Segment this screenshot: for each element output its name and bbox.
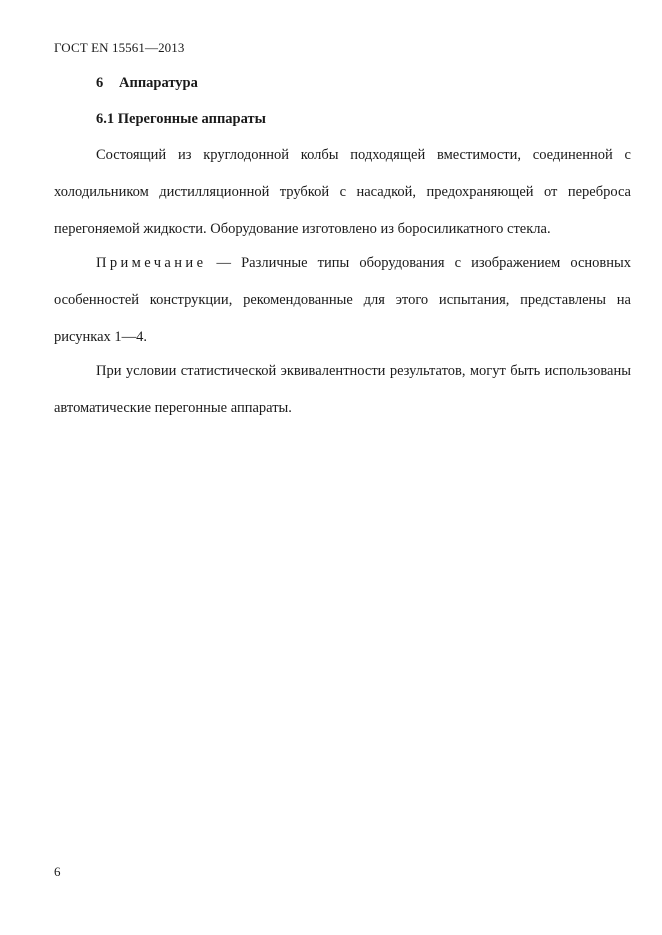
note-paragraph bbox=[54, 245, 631, 356]
paragraph-apparatus-description: Состоящий из круглодонной колбы подходящей вместимости, соединенной с холодильником дистилляционной трубкой с насадкой, предохраняющей от переброса перегоняемой жидкости. Оборудование изготовлено из боросиликатного стекла. bbox=[54, 147, 631, 237]
page-number: 6 bbox=[54, 864, 61, 879]
paragraph-automatic-apparatus: При условии статистической эквивалентности результатов, могут быть использованы автоматические перегонные аппараты. bbox=[54, 363, 631, 416]
standard-code-header: ГОСТ EN 15561—2013 bbox=[54, 40, 185, 55]
subsection-heading: 6.1 Перегонные аппараты bbox=[96, 111, 266, 127]
section-heading bbox=[96, 75, 198, 92]
section-number: 6 bbox=[96, 75, 104, 91]
note-label: Примечание bbox=[96, 255, 207, 271]
note-text: — Различные типы оборудования с изображением основных особенностей конструкции, рекомендованные для этого испытания, представлены на рисунках 1—4. bbox=[54, 255, 631, 345]
section-title: Аппаратура bbox=[119, 75, 198, 91]
